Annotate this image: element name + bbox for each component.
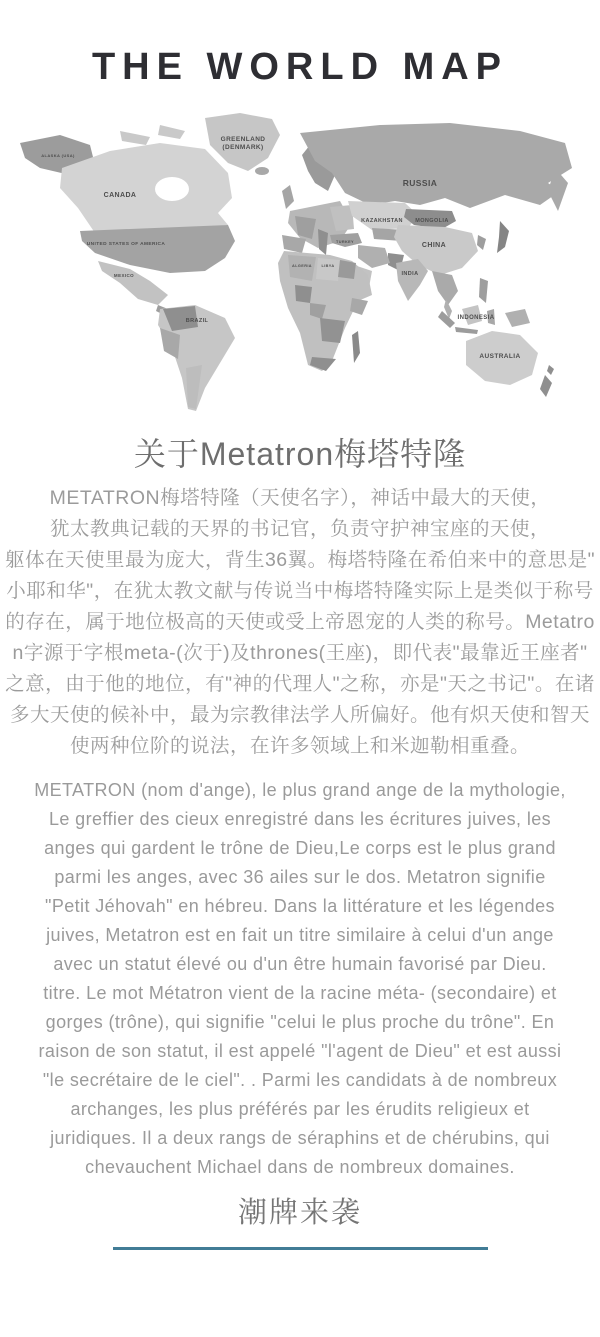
world-map-image <box>0 113 600 419</box>
map-label-indonesia: INDONESIA <box>457 315 495 321</box>
fr-text-line: gorges (trône), qui signifie "celui le plus proche du trône". En <box>45 1012 555 1032</box>
cn-text-line: 之意，由于他的地位，有"神的代理人"之称，亦是"天之书记"。在诸 <box>5 673 595 695</box>
cn-text-line: 使两种位阶的说法，在许多领域上和米迦勒相重叠。 <box>69 735 530 757</box>
cn-text-line: METATRON梅塔特隆（天使名字），神话中最大的天使， <box>49 487 551 509</box>
brand-arrival-heading: 潮牌来袭 <box>237 1197 362 1229</box>
map-label-algeria: ALGERIA <box>292 264 312 268</box>
cn-text-line: n字源于字根meta-(次于)及thrones(王座)，即代表"最靠近王座者" <box>12 642 588 664</box>
map-label-kazakhstan: KAZAKHSTAN <box>361 218 403 224</box>
fr-text-line: avec un statut élevé ou d'un être humain favorisé par Dieu. <box>53 954 547 974</box>
fr-text-line: Le greffier des cieux enregistré dans les écritures juives, les <box>48 809 552 829</box>
map-label-greenland-denmark: (DENMARK) <box>222 144 264 151</box>
map-label-mexico: MEXICO <box>113 273 135 278</box>
fr-text-line: juives, Metatron est en fait un titre similaire à celui d'un ange <box>46 925 554 945</box>
fr-text-line: METATRON (nom d'ange), le plus grand ange de la mythologie, <box>34 780 566 800</box>
map-label-india: INDIA <box>401 271 419 277</box>
cn-text-line: 的存在，属于地位极高的天使或受上帝恩宠的人类的称号。Metatro <box>5 611 595 633</box>
product-description-page <box>0 46 600 1250</box>
map-label-alaska: ALASKA (USA) <box>41 153 75 158</box>
map-label-mongolia: MONGOLIA <box>415 218 449 224</box>
cn-text-line: 犹太教典记载的天界的书记官，负责守护神宝座的天使， <box>49 518 550 540</box>
fr-text-line: anges qui gardent le trône de Dieu,Le corps est le plus grand <box>44 838 556 858</box>
map-label-brazil: BRAZIL <box>185 318 209 324</box>
about-heading: 关于Metatron梅塔特隆 <box>133 436 467 472</box>
cn-text-line: 小耶和华"，在犹太教文献与传说当中梅塔特隆实际上是类似于称号 <box>6 580 594 602</box>
about-paragraph-french <box>0 776 600 1182</box>
map-label-usa: UNITED STATES OF AMERICA <box>86 242 166 247</box>
map-label-canada: CANADA <box>103 192 137 199</box>
map-label-greenland: GREENLAND <box>220 136 266 143</box>
fr-text-line: "le secrétaire de le ciel". . Parmi les candidats à de nombreux <box>42 1070 558 1090</box>
map-label-china: CHINA <box>421 242 447 249</box>
map-label-libya: LIBYA <box>321 264 335 268</box>
fr-text-line: chevauchent Michael dans de nombreux domaines. <box>85 1157 515 1177</box>
cn-text-line: 躯体在天使里最为庞大，背生36翼。梅塔特隆在希伯来中的意思是" <box>4 549 596 571</box>
fr-text-line: parmi les anges, avec 36 ailes sur le dos. Metatron signifie <box>54 867 546 887</box>
map-label-russia: RUSSIA <box>402 178 438 188</box>
about-paragraph-chinese <box>0 483 600 762</box>
map-label-australia: AUSTRALIA <box>479 353 521 360</box>
fr-text-line: titre. Le mot Métatron vient de la racine méta- (secondaire) et <box>43 983 557 1003</box>
fr-text-line: "Petit Jéhovah" en hébreu. Dans la littérature et les légendes <box>45 896 555 916</box>
fr-text-line: archanges, les plus préférés par les érudits religieux et <box>70 1099 530 1119</box>
fr-text-line: raison de son statut, il est appelé "l'agent de Dieu" et est aussi <box>38 1041 562 1061</box>
divider-line <box>113 1247 488 1250</box>
map-label-turkey: TURKEY <box>335 240 355 244</box>
cn-text-line: 多大天使的候补中，最为宗教律法学人所偏好。他有炽天使和智天 <box>9 704 590 726</box>
world-map-figure <box>0 113 600 419</box>
page-title: THE WORLD MAP <box>91 46 509 88</box>
fr-text-line: juridiques. Il a deux rangs de séraphins et de chérubins, qui <box>50 1128 550 1148</box>
